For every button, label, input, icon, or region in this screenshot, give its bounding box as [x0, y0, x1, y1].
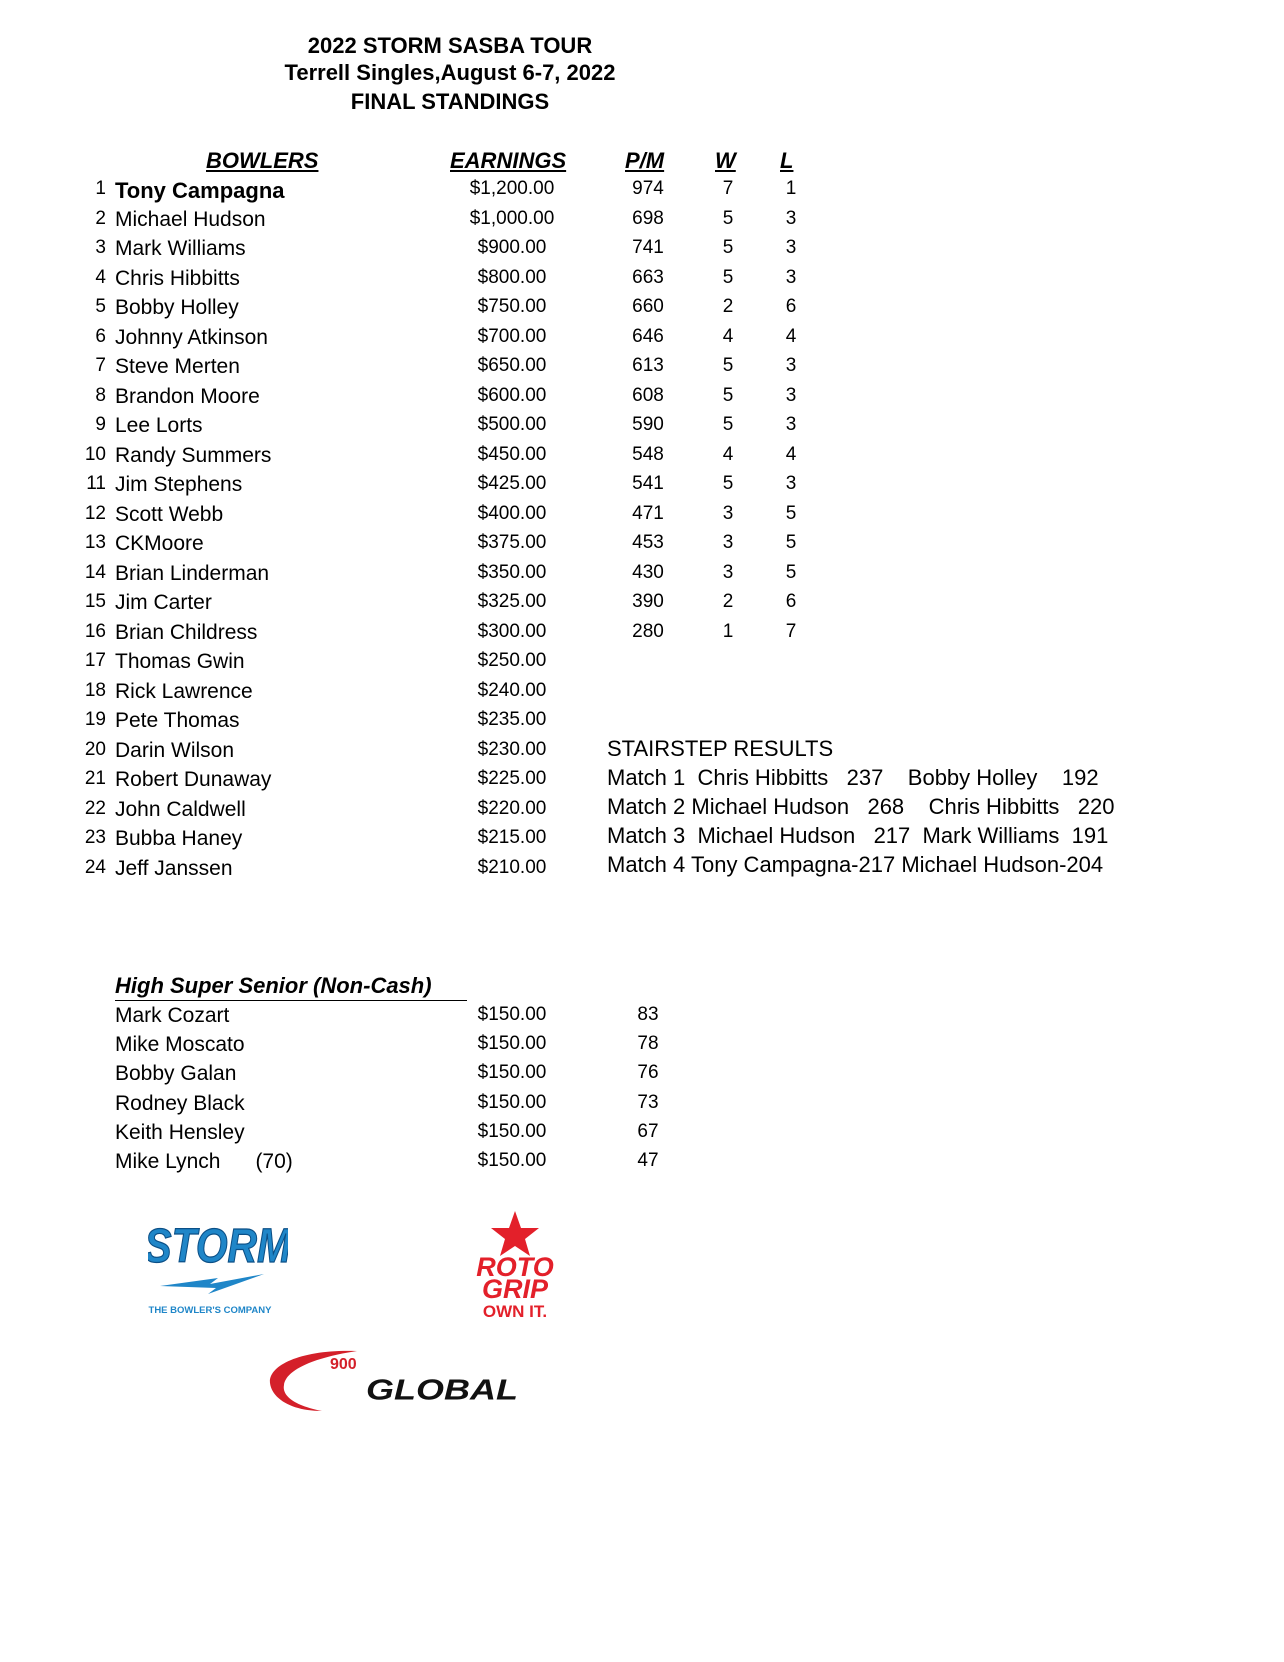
bowler-name: Brian Linderman: [115, 561, 270, 585]
stairstep-match: Match 2 Michael Hudson 268 Chris Hibbitts 220: [607, 794, 1115, 819]
super-senior-name: Keith Hensley: [115, 1120, 245, 1144]
standings-row: [0, 267, 900, 296]
pm-cell: 660: [632, 296, 664, 317]
rank-cell: 13: [84, 532, 106, 553]
roto-wordmark: ROTO: [476, 1252, 554, 1282]
pm-cell: 471: [632, 502, 664, 524]
earnings-cell: $240.00: [477, 679, 547, 701]
rank-cell: 19: [84, 709, 106, 730]
standings-row: [0, 532, 900, 561]
pm-cell: 608: [632, 384, 664, 406]
rank-cell: 6: [95, 325, 106, 347]
earnings-cell: $800.00: [477, 266, 547, 288]
pm-cell: 280: [632, 620, 664, 642]
super-senior-name: Mike Lynch (70): [115, 1150, 293, 1173]
standings-row: [0, 680, 900, 709]
losses-cell: 3: [785, 473, 797, 494]
bowler-name: Michael Hudson: [115, 207, 266, 231]
rank-cell: 10: [84, 443, 106, 465]
earnings-cell: $325.00: [477, 591, 547, 612]
super-senior-row: [0, 1092, 900, 1121]
earnings-cell: $250.00: [477, 650, 547, 671]
standings-row: [0, 709, 900, 738]
earnings-cell: $230.00: [477, 738, 547, 760]
bowler-name: Steve Merten: [115, 355, 240, 378]
super-senior-earnings: $150.00: [477, 1150, 547, 1171]
wins-cell: 3: [722, 532, 734, 553]
standings-row: [0, 503, 900, 532]
rank-cell: 12: [84, 502, 106, 524]
rank-cell: 15: [84, 591, 106, 612]
roto-grip-logo: [440, 1205, 590, 1320]
super-senior-title: High Super Senior (Non-Cash): [115, 973, 432, 998]
losses-cell: 7: [785, 620, 797, 642]
bowler-name: Scott Webb: [115, 502, 224, 526]
super-senior-score: 73: [637, 1091, 659, 1113]
storm-logo: [148, 1212, 288, 1322]
bowler-name: Bobby Holley: [115, 296, 239, 319]
bowler-name: Chris Hibbitts: [115, 266, 240, 290]
super-senior-score: 67: [637, 1120, 659, 1142]
earnings-cell: $1,200.00: [469, 178, 555, 199]
losses-cell: 4: [785, 325, 797, 347]
standings-row: [0, 621, 900, 650]
earnings-cell: $300.00: [477, 620, 547, 642]
pm-header: P/M: [625, 148, 665, 173]
bowler-name: Jim Carter: [115, 591, 212, 614]
super-senior-divider: [115, 1000, 467, 1001]
wins-cell: 5: [722, 414, 734, 435]
rank-cell: 8: [95, 384, 106, 406]
losses-cell: 5: [785, 532, 797, 553]
super-senior-name: Mike Moscato: [115, 1033, 245, 1057]
super-senior-score: 83: [637, 1004, 659, 1025]
earnings-cell: $650.00: [477, 355, 547, 376]
rank-cell: 17: [84, 650, 106, 671]
earnings-cell: $750.00: [477, 296, 547, 317]
wins-cell: 4: [722, 443, 734, 465]
super-senior-row: [0, 1150, 900, 1179]
wins-cell: 5: [722, 384, 734, 406]
rank-cell: 21: [84, 768, 106, 789]
standings-row: [0, 650, 900, 679]
global-wordmark: GLOBAL: [366, 1372, 518, 1406]
bowler-name: Darin Wilson: [115, 738, 235, 762]
rank-cell: 14: [84, 561, 106, 583]
wins-cell: 5: [722, 355, 734, 376]
losses-cell: 3: [785, 355, 797, 376]
earnings-cell: $235.00: [477, 709, 547, 730]
bowler-name: Mark Williams: [115, 237, 246, 260]
stairstep-match: Match 3 Michael Hudson 217 Mark Williams 191: [607, 823, 1109, 848]
pm-cell: 613: [632, 355, 664, 376]
rank-cell: 2: [95, 207, 106, 229]
earnings-cell: $210.00: [477, 856, 547, 878]
lightning-bolt-icon: [160, 1274, 264, 1294]
wins-cell: 7: [722, 178, 734, 199]
losses-cell: 3: [785, 414, 797, 435]
losses-cell: 3: [785, 237, 797, 258]
roto-tagline: OWN IT.: [482, 1302, 548, 1320]
stairstep-match: Match 1 Chris Hibbitts 237 Bobby Holley 192: [607, 765, 1099, 790]
rank-cell: 4: [95, 266, 106, 288]
bowler-name: John Caldwell: [115, 797, 246, 821]
losses-cell: 5: [785, 561, 797, 583]
standings-row: [0, 326, 900, 355]
wins-cell: 5: [722, 207, 734, 229]
losses-cell: 5: [785, 502, 797, 524]
super-senior-earnings: $150.00: [477, 1062, 547, 1084]
earnings-cell: $220.00: [477, 797, 547, 819]
pm-cell: 430: [632, 561, 664, 583]
pm-cell: 453: [632, 532, 664, 553]
rank-cell: 22: [84, 797, 106, 819]
bowlers-header: BOWLERS: [206, 148, 319, 173]
rank-cell: 24: [84, 856, 106, 878]
bowler-name: Rick Lawrence: [115, 679, 253, 703]
earnings-cell: $215.00: [477, 827, 547, 848]
earnings-cell: $225.00: [477, 768, 547, 789]
super-senior-earnings: $150.00: [477, 1091, 547, 1113]
super-senior-score: 76: [637, 1062, 659, 1084]
rank-cell: 9: [95, 414, 106, 435]
earnings-cell: $900.00: [477, 237, 547, 258]
bowler-name: Lee Lorts: [115, 414, 203, 437]
wins-cell: 3: [722, 502, 734, 524]
super-senior-earnings: $150.00: [477, 1120, 547, 1142]
standings-row: [0, 296, 900, 325]
earnings-header: EARNINGS: [450, 148, 567, 173]
pm-cell: 646: [632, 325, 664, 347]
earnings-cell: $375.00: [477, 532, 547, 553]
tour-title: 2022 STORM SASBA TOUR: [307, 33, 593, 58]
wins-cell: 1: [722, 620, 734, 642]
standings-row: [0, 385, 900, 414]
wins-cell: 2: [722, 591, 734, 612]
bowler-name: Tony Campagna: [115, 178, 285, 203]
rank-cell: 11: [86, 473, 106, 494]
pm-cell: 663: [632, 266, 664, 288]
wins-cell: 3: [722, 561, 734, 583]
storm-tagline: THE BOWLER'S COMPANY: [148, 1305, 272, 1316]
bowler-name: Thomas Gwin: [115, 650, 245, 673]
super-senior-score: 47: [637, 1150, 659, 1171]
pm-cell: 548: [632, 443, 664, 465]
bowler-name: Robert Dunaway: [115, 768, 272, 791]
pm-cell: 974: [632, 178, 664, 199]
earnings-cell: $700.00: [477, 325, 547, 347]
super-senior-score: 78: [637, 1033, 659, 1055]
wins-cell: 5: [722, 473, 734, 494]
standings-row: [0, 473, 900, 502]
bowler-name: Jim Stephens: [115, 473, 243, 496]
900-global-logo: [262, 1345, 612, 1415]
super-senior-name: Bobby Galan: [115, 1062, 237, 1086]
rank-cell: 16: [84, 620, 106, 642]
super-senior-name: Mark Cozart: [115, 1004, 230, 1027]
earnings-cell: $600.00: [477, 384, 547, 406]
standings-row: [0, 355, 900, 384]
standings-row: [0, 208, 900, 237]
storm-wordmark: STORM: [148, 1219, 288, 1273]
event-subtitle: Terrell Singles,August 6-7, 2022: [284, 60, 616, 85]
wins-cell: 2: [722, 296, 734, 317]
super-senior-row: [0, 1033, 900, 1062]
earnings-cell: $350.00: [477, 561, 547, 583]
wins-cell: 4: [722, 325, 734, 347]
super-senior-row: [0, 1004, 900, 1033]
star-icon: [491, 1211, 539, 1256]
rank-cell: 1: [95, 178, 106, 199]
earnings-cell: $500.00: [477, 414, 547, 435]
wins-cell: 5: [722, 237, 734, 258]
standings-row: [0, 562, 900, 591]
wins-cell: 5: [722, 266, 734, 288]
pm-cell: 390: [632, 591, 664, 612]
standings-row: [0, 414, 900, 443]
losses-cell: 1: [785, 178, 797, 199]
pm-cell: 541: [632, 473, 664, 494]
900-text: 900: [330, 1356, 357, 1373]
bowler-name: Johnny Atkinson: [115, 325, 268, 349]
earnings-cell: $425.00: [477, 473, 547, 494]
losses-cell: 6: [785, 296, 797, 317]
rank-cell: 3: [95, 237, 106, 258]
pm-cell: 741: [632, 237, 664, 258]
losses-cell: 4: [785, 443, 797, 465]
stairstep-title: STAIRSTEP RESULTS: [607, 736, 834, 761]
final-standings-title: FINAL STANDINGS: [350, 89, 550, 114]
losses-cell: 3: [785, 207, 797, 229]
bowler-name: Randy Summers: [115, 443, 272, 467]
bowler-name: Pete Thomas: [115, 709, 240, 732]
super-senior-row: [0, 1121, 900, 1150]
super-senior-row: [0, 1062, 900, 1091]
standings-row: [0, 444, 900, 473]
rank-cell: 20: [84, 738, 106, 760]
bowler-name: Brian Childress: [115, 620, 258, 644]
standings-row: [0, 237, 900, 266]
bowler-name: Jeff Janssen: [115, 856, 233, 880]
bowler-name: Brandon Moore: [115, 384, 260, 408]
earnings-cell: $400.00: [477, 502, 547, 524]
losses-cell: 3: [785, 266, 797, 288]
pm-cell: 590: [632, 414, 664, 435]
super-senior-earnings: $150.00: [477, 1004, 547, 1025]
w-header: W: [715, 148, 736, 173]
earnings-cell: $450.00: [477, 443, 547, 465]
standings-row: [0, 178, 900, 207]
rank-cell: 18: [84, 679, 106, 701]
stairstep-match: Match 4 Tony Campagna-217 Michael Hudson-204: [607, 852, 1104, 877]
bowler-name: Bubba Haney: [115, 827, 243, 850]
standings-row: [0, 591, 900, 620]
rank-cell: 23: [84, 827, 106, 848]
bowler-name: CKMoore: [115, 532, 204, 555]
l-header: L: [780, 148, 794, 173]
earnings-cell: $1,000.00: [469, 207, 555, 229]
rank-cell: 5: [95, 296, 106, 317]
rank-cell: 7: [95, 355, 106, 376]
losses-cell: 6: [785, 591, 797, 612]
pm-cell: 698: [632, 207, 664, 229]
losses-cell: 3: [785, 384, 797, 406]
super-senior-name: Rodney Black: [115, 1091, 245, 1115]
grip-wordmark: GRIP: [481, 1274, 549, 1304]
super-senior-earnings: $150.00: [477, 1033, 547, 1055]
